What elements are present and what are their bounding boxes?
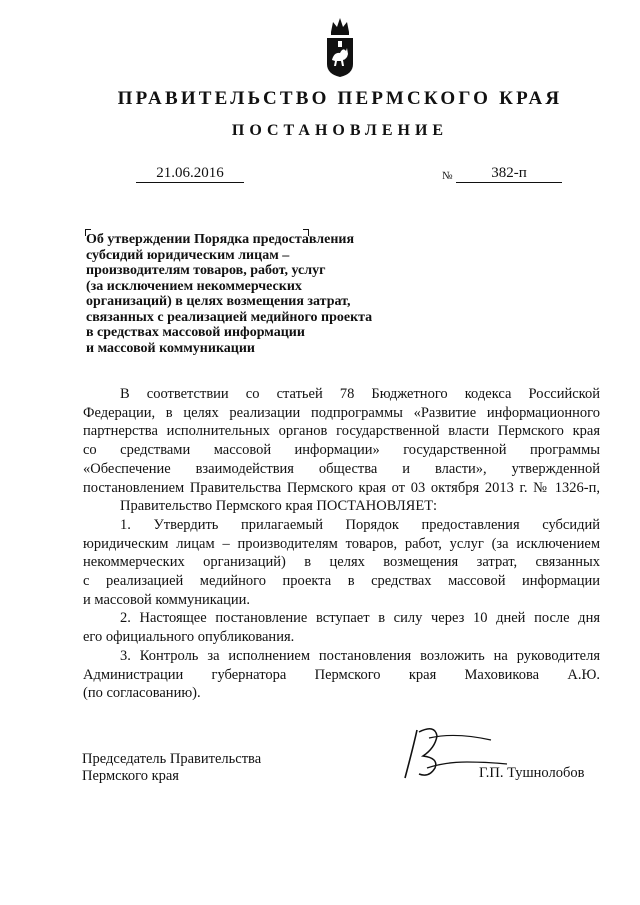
subject-line: и массовой коммуникации [86,340,255,356]
item1-line: с реализацией медийного проекта в средствах массовой информации [83,573,600,590]
government-title: ПРАВИТЕЛЬСТВО ПЕРМСКОГО КРАЯ [117,88,563,109]
item3-line: (по согласованию). [83,685,201,702]
document-subject [86,232,416,356]
resolves-line: Правительство Пермского края ПОСТАНОВЛЯЕТ: [120,498,438,515]
item2-line: 2. Настоящее постановление вступает в силу через 10 дней после дня [120,610,600,627]
item1-line: юридическим лицам – производителям товаров, работ, услуг (за исключением [83,535,600,552]
preamble-line: постановлением Правительства Пермского края от 03 октября 2013 г. № 1326-п, [83,479,600,496]
document-date: 21.06.2016 [136,164,244,183]
subject-line: связанных с реализацией медийного проекта [86,309,373,325]
subject-line: Об утверждении Порядка предоставления [86,232,355,247]
item1-line: некоммерческих организаций) в целях возмещения затрат, связанных [83,554,600,571]
document-body [83,385,600,703]
subject-line: организаций) в целях возмещения затрат, [86,294,351,309]
subject-line: производителям товаров, работ, услуг [86,263,326,278]
subject-line: субсидий юридическим лицам – [86,247,290,263]
subject-line: (за исключением некоммерческих [86,278,302,294]
item2-line: его официального опубликования. [83,629,295,646]
signatory-title [82,751,261,785]
preamble-line: со средствами массовой информации» государственной программы [83,442,600,459]
number-label: № [442,170,453,182]
document-number: 382-п [456,164,562,183]
subject-line: в средствах массовой информации [86,325,305,340]
preamble-line: Федерации, в целях реализации подпрограммы «Развитие информационного [83,404,600,421]
item1-line: 1. Утвердить прилагаемый Порядок предоставления субсидий [120,516,600,533]
item1-line: и массовой коммуникации. [83,591,250,608]
preamble-line: партнерства исполнительных органов государственной власти Пермского края [83,423,600,440]
coat-of-arms-icon [325,14,355,78]
preamble-line: В соответствии со статьей 78 Бюджетного кодекса Российской [120,386,600,402]
signatory-title-line: Председатель Правительства [82,751,262,767]
item3-line: Администрации губернатора Пермского края Маховикова А.Ю. [83,666,600,683]
document-type: ПОСТАНОВЛЕНИЕ [231,122,449,139]
preamble-line: «Обеспечение взаимодействия общества и власти», утвержденной [83,460,600,477]
item3-line: 3. Контроль за исполнением постановления возложить на руководителя [120,647,600,664]
signatory-title-line: Пермского края [82,768,179,784]
signatory-name: Г.П. Тушнолобов [479,765,585,781]
